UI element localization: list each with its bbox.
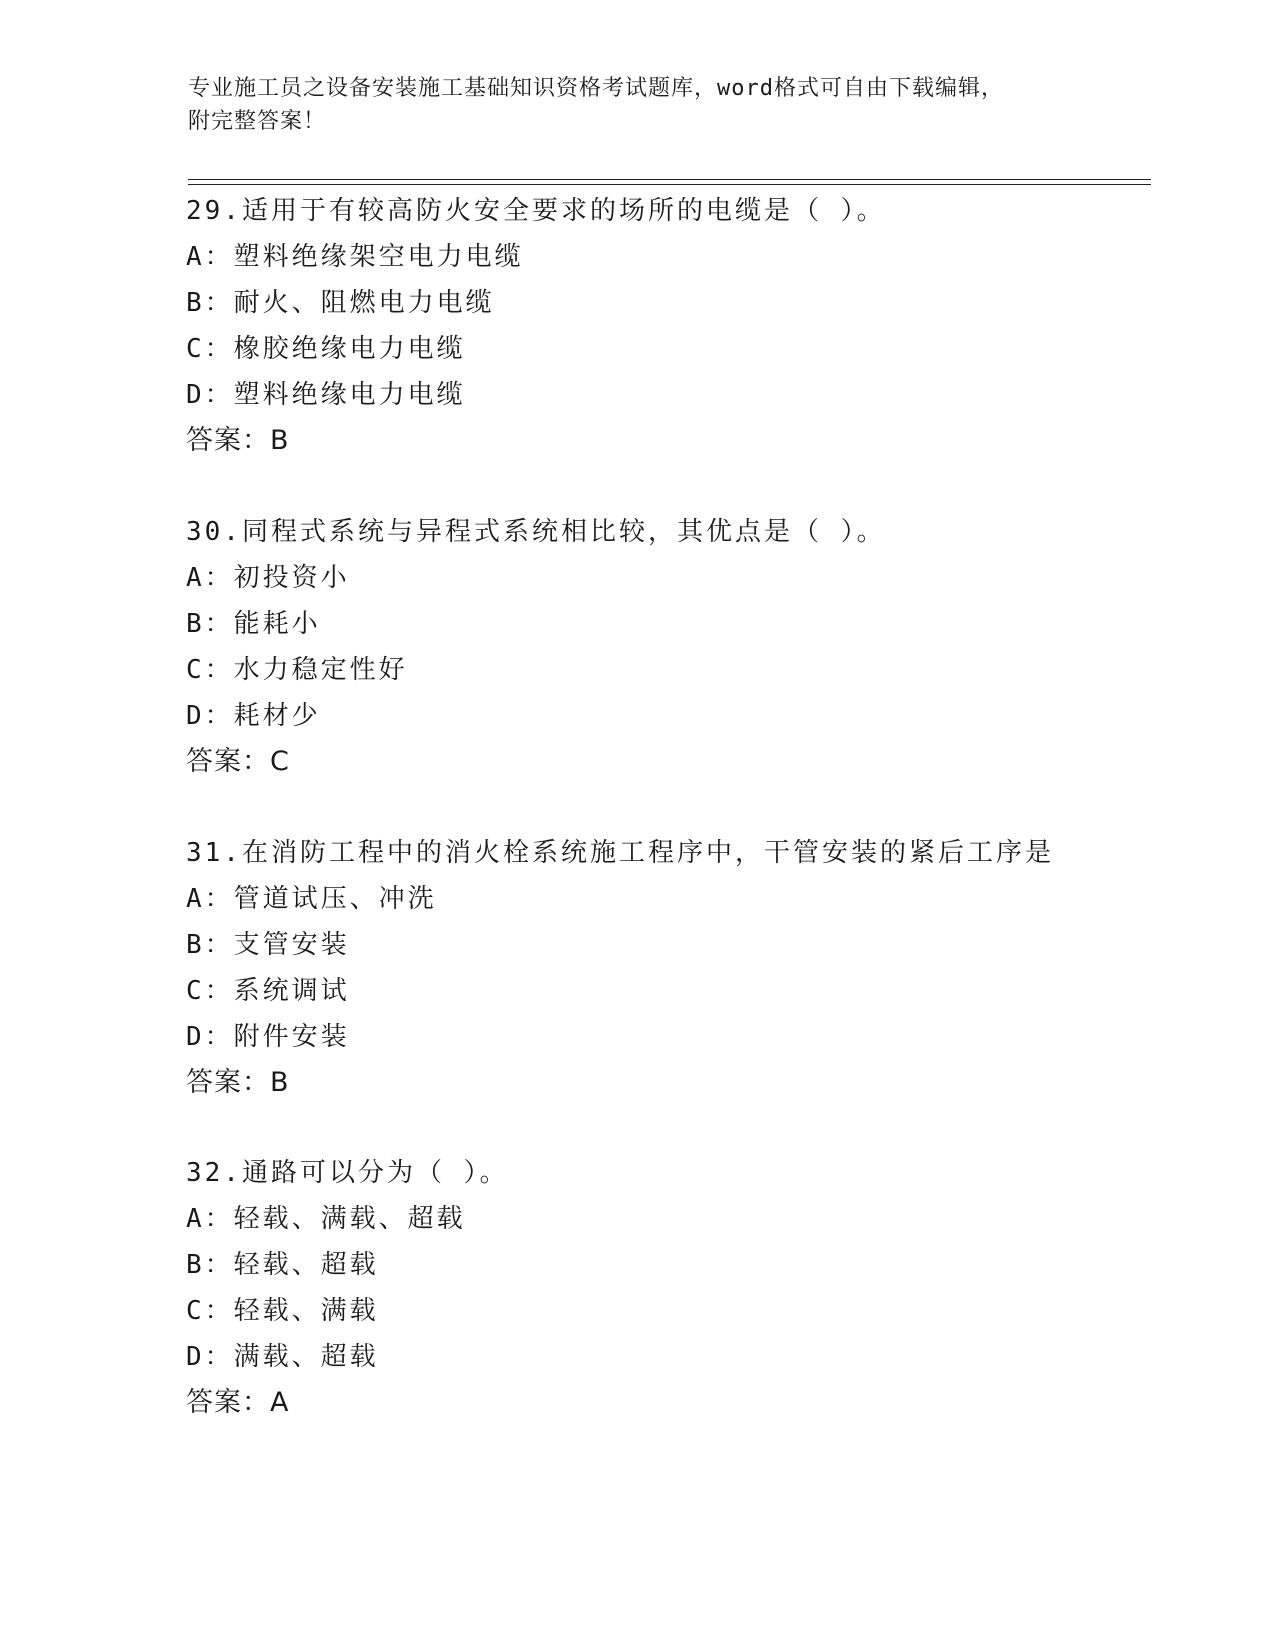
option-a: A：管道试压、冲洗 — [186, 884, 437, 914]
question-31 — [186, 830, 1146, 1106]
question-29 — [186, 188, 1146, 464]
option-b: B：轻载、超载 — [186, 1250, 379, 1280]
header-line-2: 附完整答案！ — [188, 109, 327, 134]
option-b: B：支管安装 — [186, 930, 350, 960]
question-stem: 31.在消防工程中的消火栓系统施工程序中，干管安装的紧后工序是 — [186, 838, 1054, 868]
question-stem: 30.同程式系统与异程式系统相比较，其优点是（ ）。 — [186, 517, 886, 547]
option-b: B：耐火、阻燃电力电缆 — [186, 288, 495, 318]
question-32 — [186, 1150, 1146, 1426]
answer-line: 答案：A — [186, 1387, 290, 1418]
answer-line: 答案：B — [186, 1067, 290, 1098]
option-d: D：塑料绝缘电力电缆 — [186, 380, 466, 410]
option-d: D：满载、超载 — [186, 1342, 379, 1372]
option-c: C：系统调试 — [186, 976, 350, 1006]
answer-line: 答案：B — [186, 425, 290, 456]
document-header — [188, 72, 1088, 138]
header-divider-bottom — [188, 184, 1151, 185]
option-c: C：橡胶绝缘电力电缆 — [186, 334, 466, 364]
option-d: D：附件安装 — [186, 1022, 350, 1052]
option-a: A：初投资小 — [186, 563, 350, 593]
option-b: B：能耗小 — [186, 609, 321, 639]
header-line-1: 专业施工员之设备安装施工基础知识资格考试题库，word格式可自由下载编辑， — [188, 76, 1004, 101]
question-stem: 32.通路可以分为（ ）。 — [186, 1158, 509, 1188]
option-c: C：轻载、满载 — [186, 1296, 379, 1326]
option-d: D：耗材少 — [186, 701, 321, 731]
question-stem: 29.适用于有较高防火安全要求的场所的电缆是（ ）。 — [186, 196, 886, 226]
option-c: C：水力稳定性好 — [186, 655, 408, 685]
option-a: A：轻载、满载、超载 — [186, 1204, 466, 1234]
option-a: A：塑料绝缘架空电力电缆 — [186, 242, 524, 272]
question-30 — [186, 509, 1146, 785]
header-divider-top — [188, 179, 1151, 180]
answer-line: 答案：C — [186, 746, 290, 777]
